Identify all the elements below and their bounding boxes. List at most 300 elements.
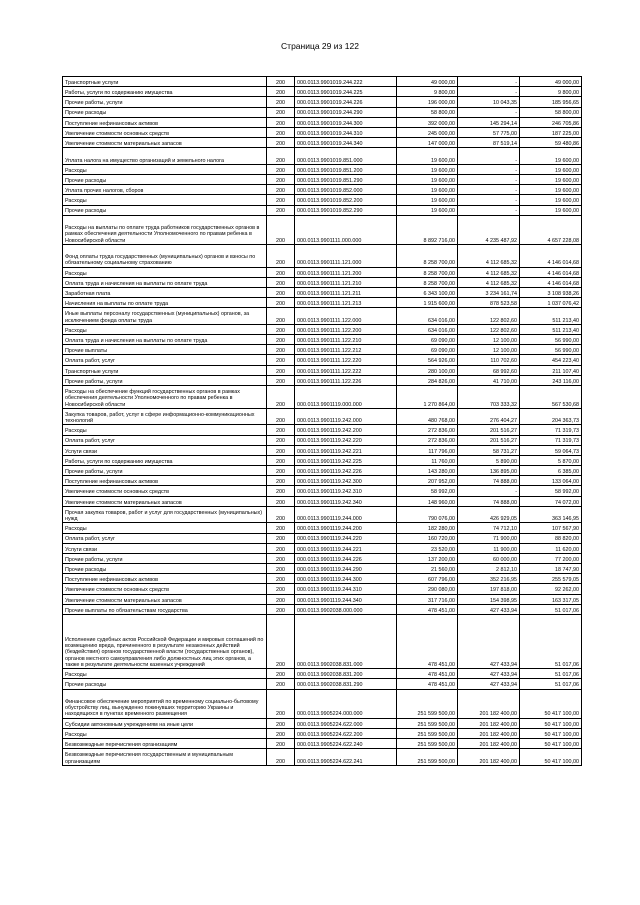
table-row xyxy=(63,718,582,728)
table-row xyxy=(63,97,582,107)
row-executed-cell: 201 182 400,00 xyxy=(458,718,520,728)
row-remaining-cell: 19 600,00 xyxy=(520,175,582,185)
row-remaining-cell: 58 800,00 xyxy=(520,107,582,117)
row-remaining-cell: 5 870,00 xyxy=(520,455,582,465)
row-code-cell: 200 xyxy=(267,486,295,496)
row-remaining-cell: 9 800,00 xyxy=(520,87,582,97)
row-executed-cell: 276 404,27 xyxy=(458,408,520,425)
row-approved-cell: 160 720,00 xyxy=(397,533,458,543)
table-row xyxy=(63,408,582,425)
row-name-cell: Прочие расходы xyxy=(63,679,267,689)
row-kbk-cell: 000.0113.9901019.244.300 xyxy=(295,117,397,127)
row-name-cell: Начисления на выплаты по оплате труда xyxy=(63,298,267,308)
row-executed-cell: 60 000,00 xyxy=(458,553,520,563)
row-executed-cell: 41 710,00 xyxy=(458,375,520,385)
row-code-cell: 200 xyxy=(267,345,295,355)
row-kbk-cell: 000.0113.9901019.851.290 xyxy=(295,175,397,185)
row-executed-cell: 136 895,00 xyxy=(458,466,520,476)
table-row xyxy=(63,506,582,523)
row-remaining-cell: 1 037 076,42 xyxy=(520,298,582,308)
row-code-cell: 200 xyxy=(267,455,295,465)
row-remaining-cell: 56 990,00 xyxy=(520,345,582,355)
row-name-cell: Увеличение стоимости основных средств xyxy=(63,486,267,496)
row-kbk-cell: 000.0113.9902038.831.290 xyxy=(295,679,397,689)
row-remaining-cell: 77 200,00 xyxy=(520,553,582,563)
table-row xyxy=(63,496,582,506)
row-kbk-cell: 000.0113.9902038.831.000 xyxy=(295,615,397,669)
row-name-cell: Расходы xyxy=(63,267,267,277)
row-code-cell: 200 xyxy=(267,476,295,486)
row-executed-cell: 57 775,00 xyxy=(458,127,520,137)
row-approved-cell: 148 960,00 xyxy=(397,496,458,506)
row-name-cell: Поступление нефинансовых активов xyxy=(63,117,267,127)
row-remaining-cell: 211 107,40 xyxy=(520,365,582,375)
row-code-cell: 200 xyxy=(267,335,295,345)
row-name-cell: Поступление нефинансовых активов xyxy=(63,476,267,486)
row-remaining-cell: 19 600,00 xyxy=(520,164,582,174)
row-executed-cell: 3 234 161,74 xyxy=(458,288,520,298)
row-kbk-cell: 000.0113.9901119.244.220 xyxy=(295,533,397,543)
row-code-cell: 200 xyxy=(267,175,295,185)
row-name-cell: Иные выплаты персоналу государственных (муниципальных) органов, за исключением фонда оплаты труда xyxy=(63,308,267,325)
row-name-cell: Расходы xyxy=(63,523,267,533)
row-code-cell: 200 xyxy=(267,277,295,287)
row-remaining-cell: 107 567,90 xyxy=(520,523,582,533)
table-row xyxy=(63,564,582,574)
row-name-cell: Прочие расходы xyxy=(63,107,267,117)
row-remaining-cell: 71 319,73 xyxy=(520,425,582,435)
row-code-cell: 200 xyxy=(267,408,295,425)
table-row xyxy=(63,553,582,563)
table-row xyxy=(63,345,582,355)
row-kbk-cell: 000.0113.9901119.242.300 xyxy=(295,476,397,486)
row-code-cell: 200 xyxy=(267,594,295,604)
row-approved-cell: 19 600,00 xyxy=(397,195,458,205)
row-executed-cell: 703 333,32 xyxy=(458,386,520,409)
table-row xyxy=(63,574,582,584)
row-kbk-cell: 000.0113.9901111.122.220 xyxy=(295,355,397,365)
table-row xyxy=(63,679,582,689)
table-row xyxy=(63,365,582,375)
row-kbk-cell: 000.0113.9901111.122.222 xyxy=(295,365,397,375)
row-kbk-cell: 000.0113.9901019.244.222 xyxy=(295,77,397,87)
row-executed-cell: 352 216,95 xyxy=(458,574,520,584)
row-name-cell: Безвозмездные перечисления организациям xyxy=(63,739,267,749)
row-approved-cell: 9 800,00 xyxy=(397,87,458,97)
row-kbk-cell: 000.0113.9901111.121.211 xyxy=(295,288,397,298)
row-remaining-cell: 204 363,73 xyxy=(520,408,582,425)
row-name-cell: Увеличение стоимости материальных запасов xyxy=(63,496,267,506)
table-row xyxy=(63,277,582,287)
row-code-cell: 200 xyxy=(267,164,295,174)
row-executed-cell: 4 112 685,32 xyxy=(458,267,520,277)
row-code-cell: 200 xyxy=(267,564,295,574)
table-row xyxy=(63,594,582,604)
row-name-cell: Услуги связи xyxy=(63,543,267,553)
row-code-cell: 200 xyxy=(267,749,295,766)
row-name-cell: Расходы xyxy=(63,728,267,738)
row-approved-cell: 19 600,00 xyxy=(397,164,458,174)
row-kbk-cell: 000.0113.9901119.242.226 xyxy=(295,466,397,476)
row-code-cell: 200 xyxy=(267,324,295,334)
row-remaining-cell: 74 072,00 xyxy=(520,496,582,506)
row-name-cell: Поступление нефинансовых активов xyxy=(63,574,267,584)
row-kbk-cell: 000.0113.9905224.622.000 xyxy=(295,718,397,728)
page-header: Страница 29 из 122 xyxy=(281,41,359,51)
table-row xyxy=(63,739,582,749)
row-kbk-cell: 000.0113.9901019.852.000 xyxy=(295,185,397,195)
row-name-cell: Прочие работы, услуги xyxy=(63,97,267,107)
row-executed-cell: 154 398,95 xyxy=(458,594,520,604)
row-name-cell: Расходы xyxy=(63,164,267,174)
row-executed-cell: - xyxy=(458,148,520,165)
row-code-cell: 200 xyxy=(267,117,295,127)
table-row xyxy=(63,523,582,533)
row-executed-cell: 71 900,00 xyxy=(458,533,520,543)
row-approved-cell: 284 826,00 xyxy=(397,375,458,385)
row-approved-cell: 634 016,00 xyxy=(397,308,458,325)
row-kbk-cell: 000.0113.9901019.851.200 xyxy=(295,164,397,174)
row-approved-cell: 196 000,00 xyxy=(397,97,458,107)
row-approved-cell: 147 000,00 xyxy=(397,138,458,148)
table-row xyxy=(63,195,582,205)
row-executed-cell: 201 516,27 xyxy=(458,435,520,445)
row-remaining-cell: 18 747,90 xyxy=(520,564,582,574)
row-approved-cell: 251 599 500,00 xyxy=(397,749,458,766)
row-name-cell: Оплата работ, услуг xyxy=(63,533,267,543)
row-kbk-cell: 000.0113.9902038.000.000 xyxy=(295,604,397,614)
row-executed-cell: 197 818,00 xyxy=(458,584,520,594)
row-remaining-cell: 58 992,00 xyxy=(520,486,582,496)
row-kbk-cell: 000.0113.9901119.242.221 xyxy=(295,445,397,455)
row-executed-cell: 201 516,27 xyxy=(458,425,520,435)
row-approved-cell: 23 520,00 xyxy=(397,543,458,553)
table-row xyxy=(63,107,582,117)
row-name-cell: Прочие выплаты по обязательствам государства xyxy=(63,604,267,614)
row-kbk-cell: 000.0113.9901019.244.225 xyxy=(295,87,397,97)
row-approved-cell: 478 451,00 xyxy=(397,679,458,689)
row-code-cell: 200 xyxy=(267,288,295,298)
row-kbk-cell: 000.0113.9901119.244.221 xyxy=(295,543,397,553)
row-kbk-cell: 000.0113.9905224.000.000 xyxy=(295,689,397,718)
row-executed-cell: - xyxy=(458,77,520,87)
row-name-cell: Расходы на выплаты по оплате труда работников государственных органов в рамках обеспечения деятельности Уполномоченного по правам ребенка в Новосибирской области xyxy=(63,215,267,244)
row-name-cell: Уплата прочих налогов, сборов xyxy=(63,185,267,195)
row-kbk-cell: 000.0113.9901111.121.200 xyxy=(295,267,397,277)
row-approved-cell: 790 076,00 xyxy=(397,506,458,523)
table-row xyxy=(63,533,582,543)
row-executed-cell: 12 100,00 xyxy=(458,335,520,345)
row-approved-cell: 251 599 500,00 xyxy=(397,728,458,738)
row-remaining-cell: 51 017,06 xyxy=(520,604,582,614)
row-remaining-cell: 187 225,00 xyxy=(520,127,582,137)
row-kbk-cell: 000.0113.9901119.242.200 xyxy=(295,425,397,435)
table-row xyxy=(63,335,582,345)
row-name-cell: Увеличение стоимости основных средств xyxy=(63,127,267,137)
row-executed-cell: 427 433,94 xyxy=(458,669,520,679)
table-row xyxy=(63,185,582,195)
row-remaining-cell: 71 319,73 xyxy=(520,435,582,445)
row-approved-cell: 11 760,00 xyxy=(397,455,458,465)
row-approved-cell: 607 796,00 xyxy=(397,574,458,584)
row-code-cell: 200 xyxy=(267,574,295,584)
row-name-cell: Прочие расходы xyxy=(63,175,267,185)
row-code-cell: 200 xyxy=(267,739,295,749)
table-row xyxy=(63,476,582,486)
row-remaining-cell: 50 417 100,00 xyxy=(520,718,582,728)
row-executed-cell: 5 890,00 xyxy=(458,455,520,465)
row-code-cell: 200 xyxy=(267,77,295,87)
row-kbk-cell: 000.0113.9901119.242.000 xyxy=(295,408,397,425)
row-kbk-cell: 000.0113.9902038.831.200 xyxy=(295,669,397,679)
table-row xyxy=(63,324,582,334)
row-approved-cell: 117 796,00 xyxy=(397,445,458,455)
table-row xyxy=(63,543,582,553)
table-row xyxy=(63,486,582,496)
row-kbk-cell: 000.0113.9901119.244.200 xyxy=(295,523,397,533)
row-code-cell: 200 xyxy=(267,584,295,594)
row-name-cell: Оплата труда и начисления на выплаты по оплате труда xyxy=(63,277,267,287)
row-executed-cell: 201 182 400,00 xyxy=(458,739,520,749)
row-kbk-cell: 000.0113.9901119.244.310 xyxy=(295,584,397,594)
table-row xyxy=(63,435,582,445)
row-code-cell: 200 xyxy=(267,308,295,325)
row-approved-cell: 280 100,00 xyxy=(397,365,458,375)
row-code-cell: 200 xyxy=(267,543,295,553)
row-code-cell: 200 xyxy=(267,107,295,117)
row-remaining-cell: 19 600,00 xyxy=(520,195,582,205)
row-remaining-cell: 50 417 100,00 xyxy=(520,689,582,718)
row-remaining-cell: 56 990,00 xyxy=(520,335,582,345)
row-kbk-cell: 000.0113.9901111.122.200 xyxy=(295,324,397,334)
row-name-cell: Субсидии автономным учреждениям на иные цели xyxy=(63,718,267,728)
row-executed-cell: - xyxy=(458,185,520,195)
row-kbk-cell: 000.0113.9901119.242.225 xyxy=(295,455,397,465)
row-code-cell: 200 xyxy=(267,533,295,543)
row-kbk-cell: 000.0113.9901119.242.340 xyxy=(295,496,397,506)
row-kbk-cell: 000.0113.9901019.244.340 xyxy=(295,138,397,148)
row-code-cell: 200 xyxy=(267,679,295,689)
row-executed-cell: 427 433,94 xyxy=(458,679,520,689)
row-executed-cell: 58 731,27 xyxy=(458,445,520,455)
row-approved-cell: 480 768,00 xyxy=(397,408,458,425)
row-approved-cell: 8 258 700,00 xyxy=(397,244,458,267)
row-name-cell: Работы, услуги по содержанию имущества xyxy=(63,87,267,97)
row-name-cell: Оплата работ, услуг xyxy=(63,355,267,365)
row-code-cell: 200 xyxy=(267,244,295,267)
row-remaining-cell: 185 956,65 xyxy=(520,97,582,107)
row-remaining-cell: 511 213,40 xyxy=(520,324,582,334)
row-kbk-cell: 000.0113.9901019.851.000 xyxy=(295,148,397,165)
row-approved-cell: 6 343 100,00 xyxy=(397,288,458,298)
row-code-cell: 200 xyxy=(267,604,295,614)
row-name-cell: Прочая закупка товаров, работ и услуг для государственных (муниципальных) нужд xyxy=(63,506,267,523)
row-name-cell: Закупка товаров, работ, услуг в сфере информационно-коммуникационных технологий xyxy=(63,408,267,425)
row-kbk-cell: 000.0113.9901111.122.212 xyxy=(295,345,397,355)
row-executed-cell: 2 812,10 xyxy=(458,564,520,574)
row-approved-cell: 1 270 864,00 xyxy=(397,386,458,409)
table-row xyxy=(63,355,582,365)
table-row xyxy=(63,375,582,385)
row-code-cell: 200 xyxy=(267,97,295,107)
row-kbk-cell: 000.0113.9901119.244.226 xyxy=(295,553,397,563)
row-executed-cell: 4 112 685,32 xyxy=(458,277,520,287)
row-kbk-cell: 000.0113.9901119.244.340 xyxy=(295,594,397,604)
row-kbk-cell: 000.0113.9901019.852.200 xyxy=(295,195,397,205)
row-kbk-cell: 000.0113.9901119.242.220 xyxy=(295,435,397,445)
row-approved-cell: 19 600,00 xyxy=(397,148,458,165)
table-row xyxy=(63,244,582,267)
row-executed-cell: 122 802,60 xyxy=(458,324,520,334)
row-name-cell: Увеличение стоимости материальных запасов xyxy=(63,594,267,604)
table-row xyxy=(63,127,582,137)
row-kbk-cell: 000.0113.9901019.244.290 xyxy=(295,107,397,117)
table-row xyxy=(63,87,582,97)
row-approved-cell: 564 926,00 xyxy=(397,355,458,365)
report-table xyxy=(62,76,582,766)
row-name-cell: Расходы xyxy=(63,669,267,679)
row-executed-cell: 426 929,05 xyxy=(458,506,520,523)
row-remaining-cell: 4 146 014,68 xyxy=(520,267,582,277)
table-row xyxy=(63,164,582,174)
row-code-cell: 200 xyxy=(267,669,295,679)
row-remaining-cell: 567 530,68 xyxy=(520,386,582,409)
row-name-cell: Прочие работы, услуги xyxy=(63,466,267,476)
table-row xyxy=(63,148,582,165)
row-remaining-cell: 454 223,40 xyxy=(520,355,582,365)
row-remaining-cell: 88 820,00 xyxy=(520,533,582,543)
row-code-cell: 200 xyxy=(267,615,295,669)
row-code-cell: 200 xyxy=(267,425,295,435)
row-executed-cell: 10 043,35 xyxy=(458,97,520,107)
table-row xyxy=(63,175,582,185)
table-row xyxy=(63,749,582,766)
row-remaining-cell: 511 213,40 xyxy=(520,308,582,325)
row-remaining-cell: 19 600,00 xyxy=(520,185,582,195)
row-name-cell: Заработная плата xyxy=(63,288,267,298)
row-code-cell: 200 xyxy=(267,435,295,445)
row-kbk-cell: 000.0113.9901111.122.000 xyxy=(295,308,397,325)
row-code-cell: 200 xyxy=(267,127,295,137)
row-name-cell: Оплата труда и начисления на выплаты по оплате труда xyxy=(63,335,267,345)
row-executed-cell: 145 294,14 xyxy=(458,117,520,127)
row-kbk-cell: 000.0113.9901111.122.210 xyxy=(295,335,397,345)
row-remaining-cell: 246 705,86 xyxy=(520,117,582,127)
row-code-cell: 200 xyxy=(267,496,295,506)
row-code-cell: 200 xyxy=(267,298,295,308)
row-executed-cell: - xyxy=(458,175,520,185)
row-code-cell: 200 xyxy=(267,87,295,97)
row-name-cell: Оплата работ, услуг xyxy=(63,435,267,445)
row-kbk-cell: 000.0113.9901119.244.290 xyxy=(295,564,397,574)
row-executed-cell: 12 100,00 xyxy=(458,345,520,355)
row-remaining-cell: 4 146 014,68 xyxy=(520,244,582,267)
row-approved-cell: 182 280,00 xyxy=(397,523,458,533)
row-kbk-cell: 000.0113.9901019.244.310 xyxy=(295,127,397,137)
row-approved-cell: 478 451,00 xyxy=(397,604,458,614)
row-kbk-cell: 000.0113.9905224.622.200 xyxy=(295,728,397,738)
row-code-cell: 200 xyxy=(267,148,295,165)
row-name-cell: Работы, услуги по содержанию имущества xyxy=(63,455,267,465)
row-remaining-cell: 50 417 100,00 xyxy=(520,739,582,749)
row-name-cell: Расходы xyxy=(63,324,267,334)
row-code-cell: 200 xyxy=(267,365,295,375)
row-remaining-cell: 243 116,00 xyxy=(520,375,582,385)
row-remaining-cell: 50 417 100,00 xyxy=(520,728,582,738)
row-name-cell: Финансовое обеспечение мероприятий по временному социально-бытовому обустройству лиц, вынужденно покинувших территорию Украины и находящихся в пунктах временного размещения xyxy=(63,689,267,718)
row-approved-cell: 317 716,00 xyxy=(397,594,458,604)
row-remaining-cell: 4 146 014,68 xyxy=(520,277,582,287)
table-row xyxy=(63,386,582,409)
row-executed-cell: 427 433,94 xyxy=(458,615,520,669)
row-name-cell: Расходы на обеспечение функций государственных органов в рамках обеспечения деятельности Уполномоченного по правам ребенка в Новосибирской области xyxy=(63,386,267,409)
table-row xyxy=(63,138,582,148)
row-kbk-cell: 000.0113.9901019.244.226 xyxy=(295,97,397,107)
row-kbk-cell: 000.0113.9905224.622.240 xyxy=(295,739,397,749)
row-approved-cell: 272 836,00 xyxy=(397,435,458,445)
row-approved-cell: 478 451,00 xyxy=(397,669,458,679)
table-row xyxy=(63,466,582,476)
row-kbk-cell: 000.0113.9901119.244.300 xyxy=(295,574,397,584)
row-remaining-cell: 49 000,00 xyxy=(520,77,582,87)
row-code-cell: 200 xyxy=(267,718,295,728)
row-approved-cell: 1 915 600,00 xyxy=(397,298,458,308)
row-executed-cell: 110 702,60 xyxy=(458,355,520,365)
row-code-cell: 200 xyxy=(267,195,295,205)
row-remaining-cell: 6 385,00 xyxy=(520,466,582,476)
row-name-cell: Уплата налога на имущество организаций и земельного налога xyxy=(63,148,267,165)
row-code-cell: 200 xyxy=(267,267,295,277)
table-row xyxy=(63,728,582,738)
row-name-cell: Транспортные услуги xyxy=(63,365,267,375)
row-executed-cell: 87 519,14 xyxy=(458,138,520,148)
row-kbk-cell: 000.0113.9901111.121.213 xyxy=(295,298,397,308)
table-row xyxy=(63,298,582,308)
row-approved-cell: 251 599 500,00 xyxy=(397,689,458,718)
table-row xyxy=(63,117,582,127)
row-name-cell: Прочие расходы xyxy=(63,564,267,574)
row-name-cell: Фонд оплаты труда государственных (муниципальных) органов и взносы по обязательному социальному страхованию xyxy=(63,244,267,267)
row-approved-cell: 272 836,00 xyxy=(397,425,458,435)
table-row xyxy=(63,77,582,87)
row-remaining-cell: 11 620,00 xyxy=(520,543,582,553)
row-approved-cell: 19 600,00 xyxy=(397,175,458,185)
row-name-cell: Прочие расходы xyxy=(63,205,267,215)
row-kbk-cell: 000.0113.9901111.122.226 xyxy=(295,375,397,385)
row-name-cell: Прочие выплаты xyxy=(63,345,267,355)
row-executed-cell: 427 433,94 xyxy=(458,604,520,614)
row-kbk-cell: 000.0113.9901111.121.000 xyxy=(295,244,397,267)
table-row xyxy=(63,689,582,718)
row-remaining-cell: 51 017,06 xyxy=(520,615,582,669)
row-approved-cell: 634 016,00 xyxy=(397,324,458,334)
row-approved-cell: 49 000,00 xyxy=(397,77,458,87)
row-approved-cell: 251 599 500,00 xyxy=(397,718,458,728)
row-executed-cell: 4 112 685,32 xyxy=(458,244,520,267)
row-executed-cell: 68 992,60 xyxy=(458,365,520,375)
row-kbk-cell: 000.0113.9901119.244.000 xyxy=(295,506,397,523)
row-approved-cell: 245 000,00 xyxy=(397,127,458,137)
row-remaining-cell: 4 657 228,08 xyxy=(520,215,582,244)
table-row xyxy=(63,669,582,679)
row-executed-cell: 201 182 400,00 xyxy=(458,689,520,718)
row-remaining-cell: 50 417 100,00 xyxy=(520,749,582,766)
row-remaining-cell: 59 064,73 xyxy=(520,445,582,455)
row-executed-cell: 74 888,00 xyxy=(458,476,520,486)
row-name-cell: Услуги связи xyxy=(63,445,267,455)
row-name-cell: Безвозмездные перечисления государственным и муниципальным организациям xyxy=(63,749,267,766)
row-approved-cell: 478 451,00 xyxy=(397,615,458,669)
